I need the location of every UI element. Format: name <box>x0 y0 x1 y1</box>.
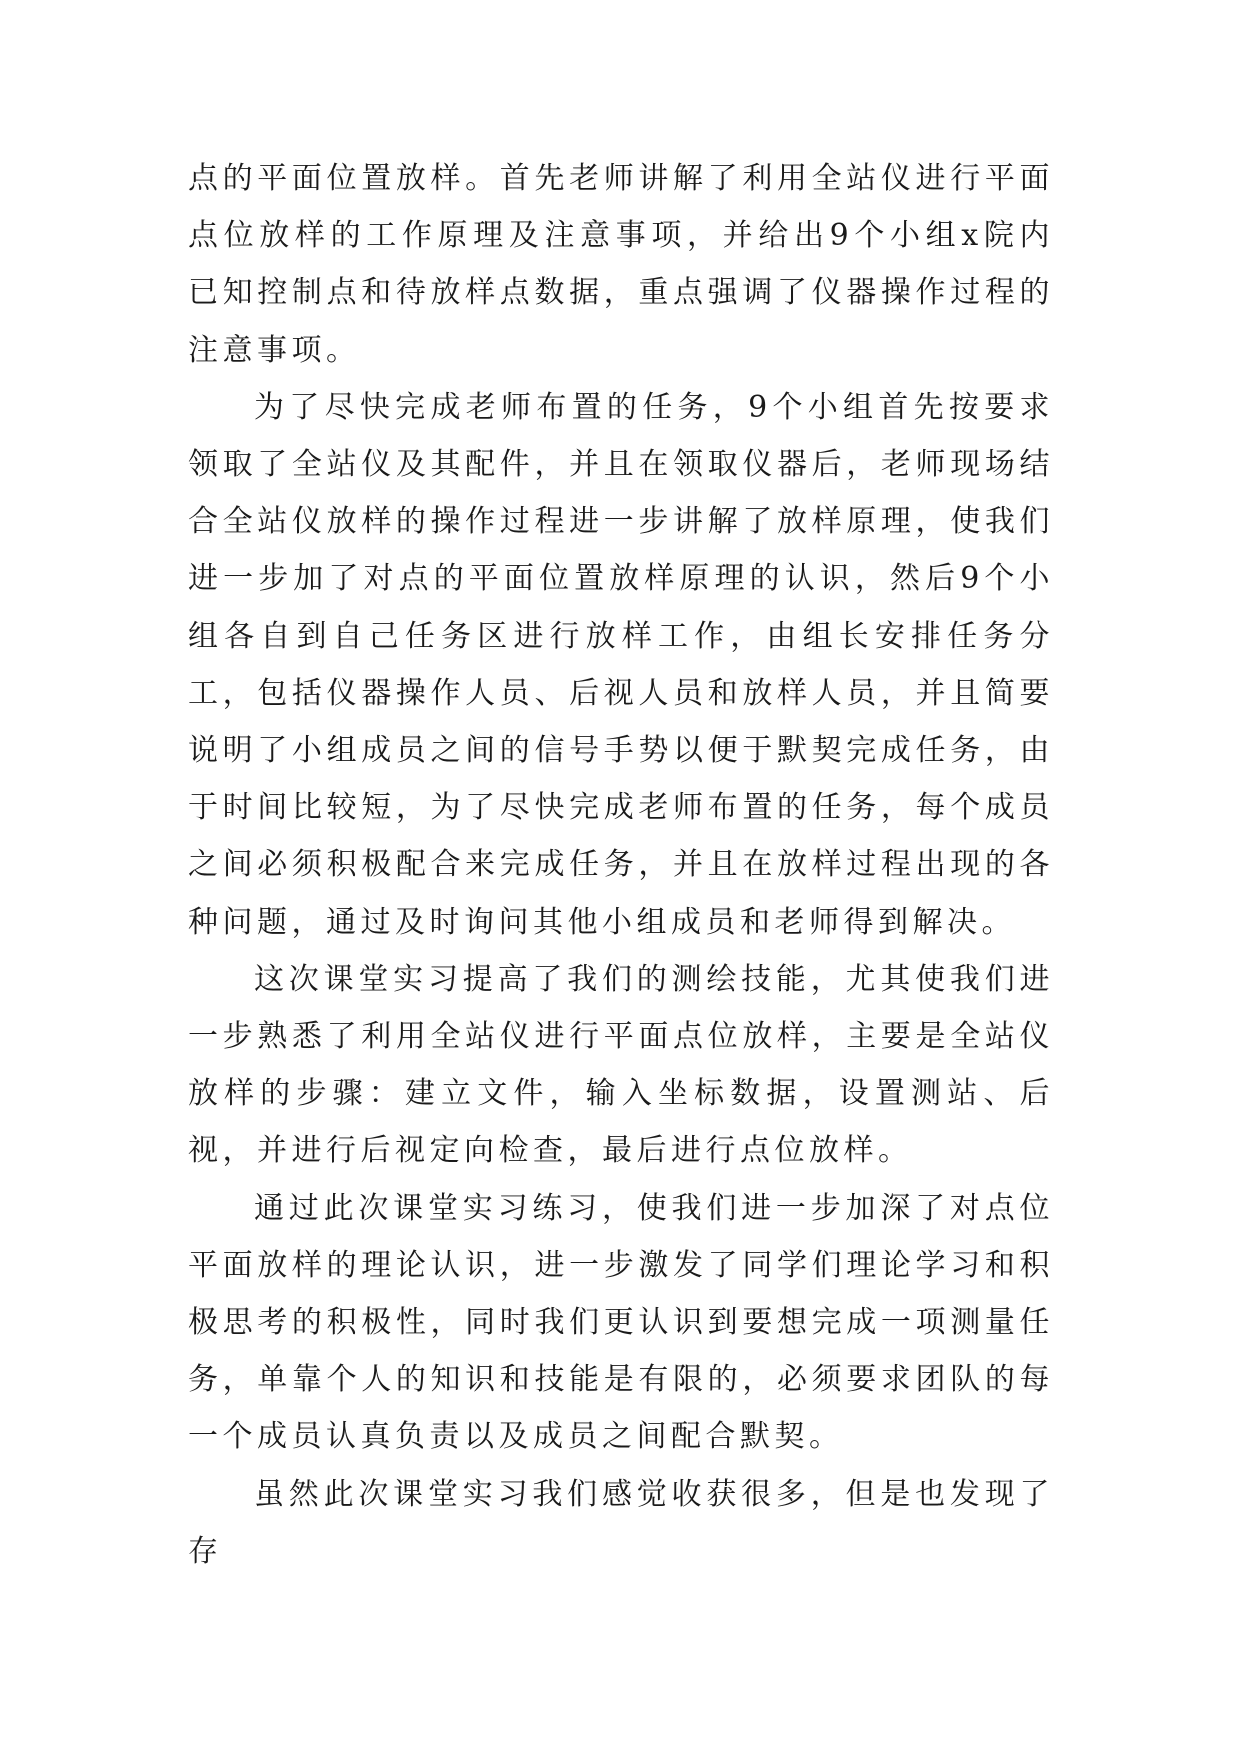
paragraph-1: 点的平面位置放样。首先老师讲解了利用全站仪进行平面点位放样的工作原理及注意事项，并给出9个小组x院内已知控制点和待放样点数据，重点强调了仪器操作过程的注意事项。 <box>188 161 1054 368</box>
paragraph-4: 通过此次课堂实习练习，使我们进一步加深了对点位平面放样的理论认识，进一步激发了同学们理论学习和积极思考的积极性，同时我们更认识到要想完成一项测量任务，单靠个人的知识和技能是有限的，必须要求团队的每一个成员认真负责以及成员之间配合默契。 <box>188 1190 1054 1455</box>
document-body <box>188 150 1054 1580</box>
paragraph-3: 这次课堂实习提高了我们的测绘技能，尤其使我们进一步熟悉了利用全站仪进行平面点位放样，主要是全站仪放样的步骤：建立文件，输入坐标数据，设置测站、后视，并进行后视定向检查，最后进行点位放样。 <box>188 961 1054 1169</box>
paragraph-2: 为了尽快完成老师布置的任务，9个小组首先按要求领取了全站仪及其配件，并且在领取仪器后，老师现场结合全站仪放样的操作过程进一步讲解了放样原理，使我们进一步加了对点的平面位置放样原理的认识，然后9个小组各自到自己任务区进行放样工作，由组长安排任务分工，包括仪器操作人员、后视人员和放样人员，并且简要说明了小组成员之间的信号手势以便于默契完成任务，由于时间比较短，为了尽快完成老师布置的任务，每个成员之间必须积极配合来完成任务，并且在放样过程出现的各种问题，通过及时询问其他小组成员和老师得到解决。 <box>188 389 1054 940</box>
paragraph-5: 虽然此次课堂实习我们感觉收获很多，但是也发现了存 <box>188 1476 1054 1569</box>
